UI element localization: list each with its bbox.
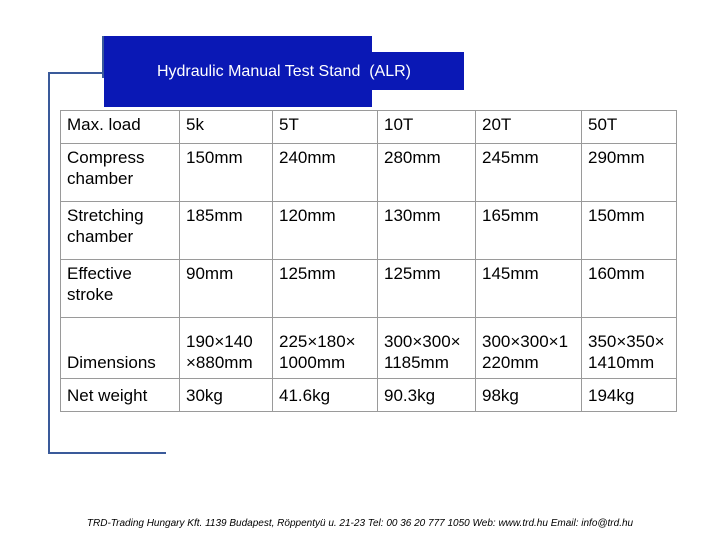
table-row-net-weight xyxy=(61,379,677,412)
spec-table xyxy=(60,110,677,412)
table-cell: 160mm xyxy=(582,260,677,318)
table-cell: 10T xyxy=(378,111,476,144)
table-cell: 194kg xyxy=(582,379,677,412)
table-cell: 150mm xyxy=(582,202,677,260)
table-cell: 185mm xyxy=(180,202,273,260)
table-cell: 90.3kg xyxy=(378,379,476,412)
table-cell: 5k xyxy=(180,111,273,144)
table-cell: 300×300×1 220mm xyxy=(476,318,582,379)
row-header: Dimensions xyxy=(61,318,180,379)
table-cell: 30kg xyxy=(180,379,273,412)
table-cell: 290mm xyxy=(582,144,677,202)
frame-line-left xyxy=(48,72,50,454)
frame-line-bottom xyxy=(48,452,166,454)
row-header: Stretching chamber xyxy=(61,202,180,260)
table-row-compress-chamber xyxy=(61,144,677,202)
table-cell: 150mm xyxy=(180,144,273,202)
table-cell: 41.6kg xyxy=(273,379,378,412)
table-row-effective-stroke xyxy=(61,260,677,318)
table-cell: 98kg xyxy=(476,379,582,412)
frame-line-top xyxy=(48,72,104,74)
table-row-stretching-chamber xyxy=(61,202,677,260)
table-cell: 165mm xyxy=(476,202,582,260)
table-cell: 190×140 ×880mm xyxy=(180,318,273,379)
table-cell: 240mm xyxy=(273,144,378,202)
table-cell: 120mm xyxy=(273,202,378,260)
table-cell: 280mm xyxy=(378,144,476,202)
table-cell: 50T xyxy=(582,111,677,144)
table-cell: 245mm xyxy=(476,144,582,202)
table-cell: 5T xyxy=(273,111,378,144)
table-cell: 125mm xyxy=(378,260,476,318)
row-header: Effective stroke xyxy=(61,260,180,318)
row-header: Max. load xyxy=(61,111,180,144)
table-cell: 145mm xyxy=(476,260,582,318)
table-cell: 225×180× 1000mm xyxy=(273,318,378,379)
table-row-dimensions xyxy=(61,318,677,379)
table-cell: 350×350× 1410mm xyxy=(582,318,677,379)
row-header: Compress chamber xyxy=(61,144,180,202)
table-cell: 20T xyxy=(476,111,582,144)
table-cell: 130mm xyxy=(378,202,476,260)
table-cell: 300×300× 1185mm xyxy=(378,318,476,379)
page-title: Hydraulic Manual Test Stand (ALR) xyxy=(156,62,412,80)
table-cell: 125mm xyxy=(273,260,378,318)
footer-contact-info: TRD-Trading Hungary Kft. 1139 Budapest, Röppentyü u. 21-23 Tel: 00 36 20 777 1050 Web: www.trd.hu Email: info@trd.hu xyxy=(86,518,634,529)
row-header: Net weight xyxy=(61,379,180,412)
table-row-max-load xyxy=(61,111,677,144)
table-cell: 90mm xyxy=(180,260,273,318)
